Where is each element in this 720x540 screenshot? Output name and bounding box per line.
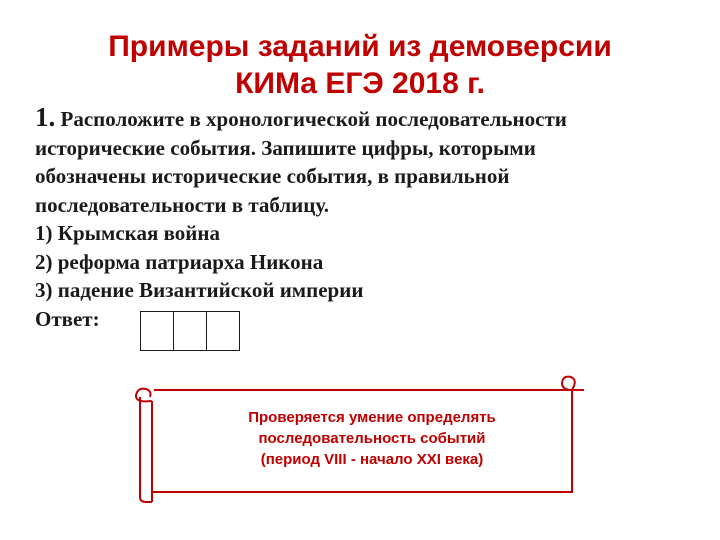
task-first-line <box>35 103 705 134</box>
answer-cell-2[interactable] <box>174 312 207 350</box>
answer-cell-1[interactable] <box>141 312 174 350</box>
note-line-3: (период VIII - начало XXI века) <box>260 451 484 468</box>
answer-grid <box>140 311 240 351</box>
answer-row <box>35 305 705 335</box>
note-line-2: последовательность событий <box>258 430 486 447</box>
note-text <box>172 407 572 470</box>
answer-label: Ответ: <box>35 306 100 331</box>
answer-cell-3[interactable] <box>207 312 239 350</box>
slide-title-line-1: Примеры заданий из демоверсии <box>108 30 612 63</box>
task-text-line-4: последовательности в таблицу. <box>35 192 330 217</box>
task-number: 1. <box>35 102 56 132</box>
task-item-1: 1) Крымская война <box>35 221 220 245</box>
task-text-line-1: Расположите в хронологической последовательности <box>60 107 567 131</box>
task-item-2: 2) реформа патриарха Никона <box>35 249 324 274</box>
task-item-3: 3) падение Византийской империи <box>35 278 364 302</box>
task-text-line-2: исторические события. Запишите цифры, которыми <box>35 135 536 160</box>
note-scroll <box>132 373 588 503</box>
task-block <box>35 103 705 335</box>
slide-title-line-2: КИМа ЕГЭ 2018 г. <box>235 67 485 100</box>
note-line-1: Проверяется умение определять <box>248 409 496 426</box>
task-text-line-3: обозначены исторические события, в правильной <box>35 164 510 188</box>
slide-title <box>0 28 720 102</box>
